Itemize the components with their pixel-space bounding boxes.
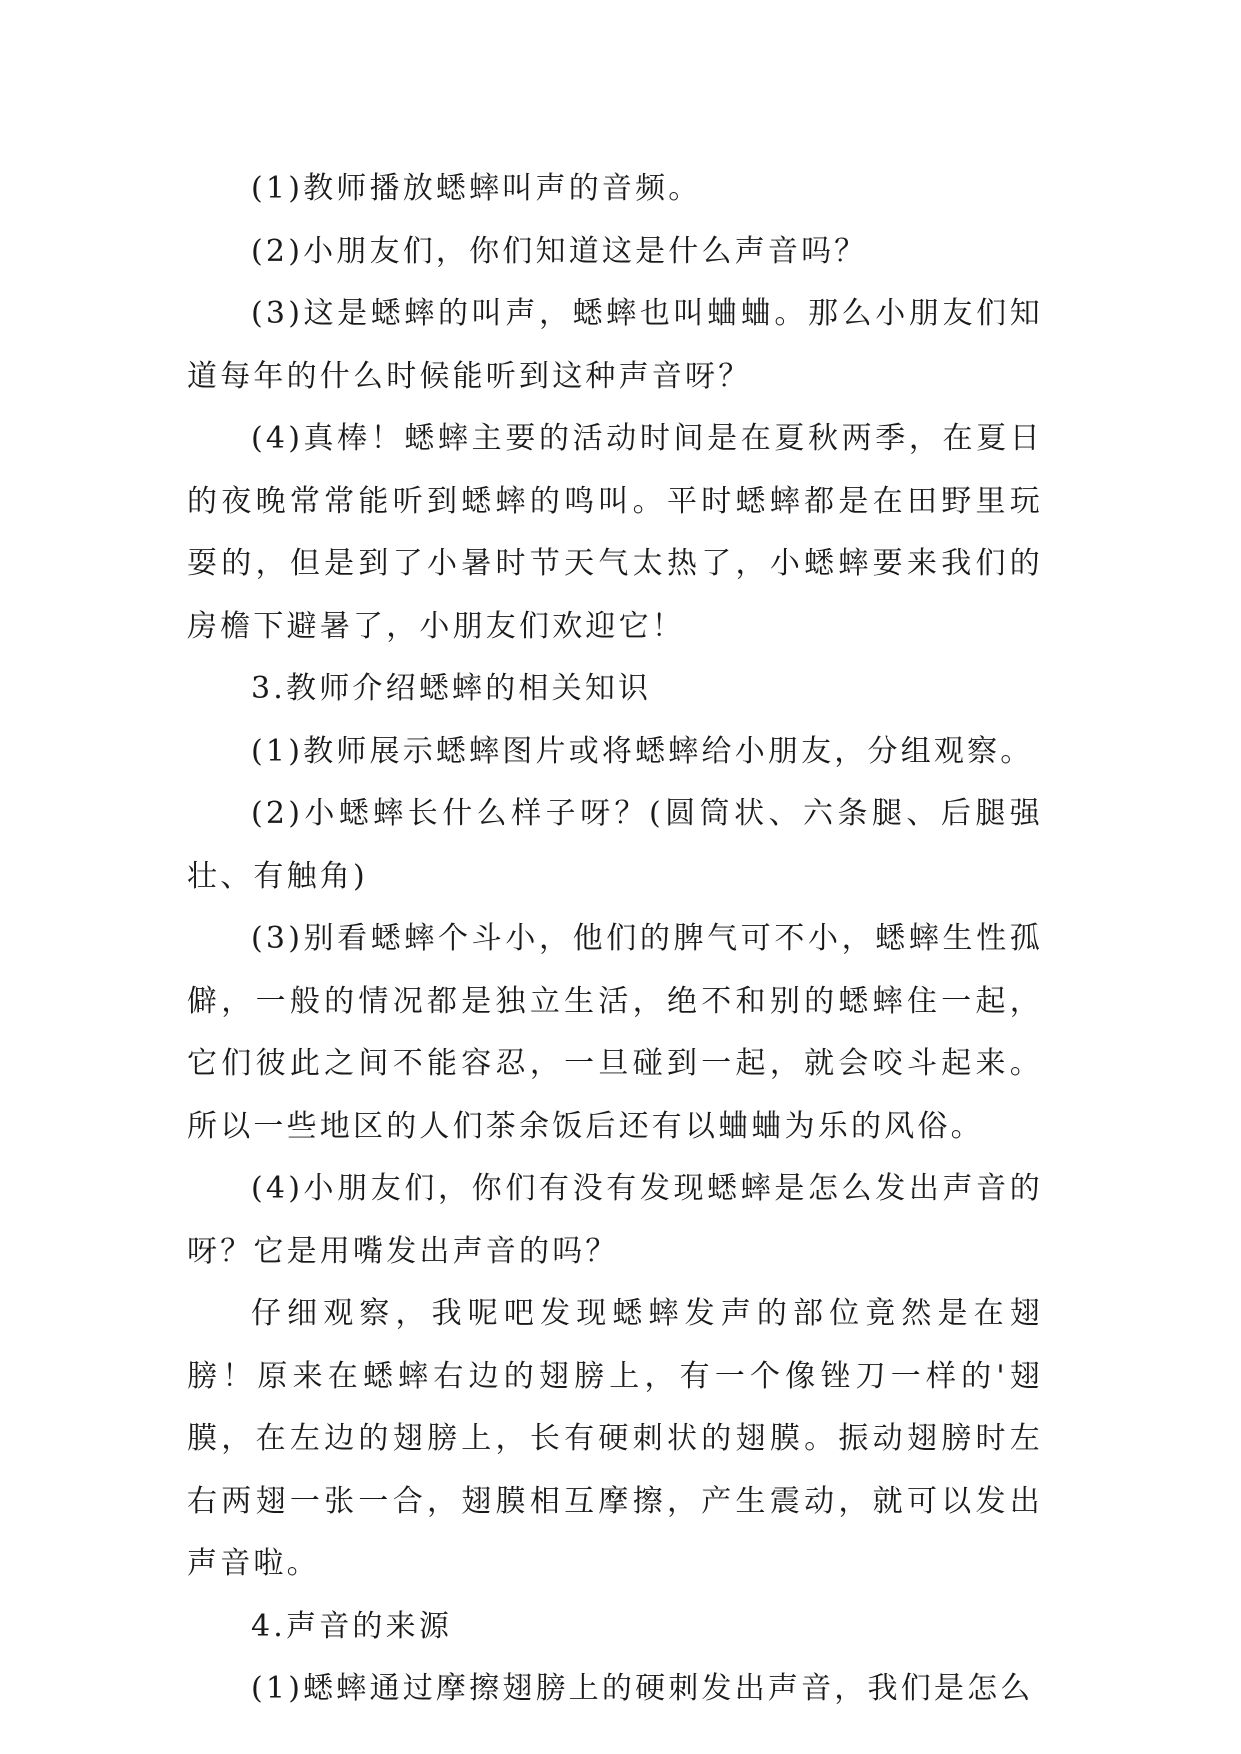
paragraph-4: (4)真棒！蟋蟀主要的活动时间是在夏秋两季，在夏日的夜晚常常能听到蟋蟀的鸣叫。平时蟋蟀都是在田野里玩耍的，但是到了小暑时节天气太热了，小蟋蟀要来我们的房檐下避暑了，小朋友们欢迎它！ [187, 421, 1043, 644]
paragraph-1: (1)教师播放蟋蟀叫声的音频。 [251, 171, 702, 206]
paragraph-8: (4)小朋友们，你们有没有发现蟋蟀是怎么发出声音的呀？它是用嘴发出声音的吗？ [187, 1171, 1043, 1269]
paragraph-9: 仔细观察，我呢吧发现蟋蟀发声的部位竟然是在翅膀！原来在蟋蟀右边的翅膀上，有一个像锉刀一样的'翅膜，在左边的翅膀上，长有硬刺状的翅膜。振动翅膀时左右两翅一张一合，翅膜相互摩擦，产生震动，就可以发出声音啦。 [187, 1296, 1043, 1581]
paragraph-2: (2)小朋友们，你们知道这是什么声音吗？ [251, 233, 868, 269]
section-heading-3: 3.教师介绍蟋蟀的相关知识 [251, 671, 652, 706]
section-heading-4: 4.声音的来源 [251, 1608, 453, 1644]
paragraph-5: (1)教师展示蟋蟀图片或将蟋蟀给小朋友，分组观察。 [251, 733, 1034, 769]
document-body [187, 158, 1043, 1721]
paragraph-10: (1)蟋蟀通过摩擦翅膀上的硬刺发出声音，我们是怎么 [251, 1671, 1034, 1706]
paragraph-6: (2)小蟋蟀长什么样子呀？(圆筒状、六条腿、后腿强壮、有触角) [187, 796, 1043, 894]
paragraph-3: (3)这是蟋蟀的叫声，蟋蟀也叫蛐蛐。那么小朋友们知道每年的什么时候能听到这种声音呀？ [187, 296, 1043, 394]
paragraph-7: (3)别看蟋蟀个斗小，他们的脾气可不小，蟋蟀生性孤僻，一般的情况都是独立生活，绝不和别的蟋蟀住一起，它们彼此之间不能容忍，一旦碰到一起，就会咬斗起来。所以一些地区的人们茶余饭后还有以蛐蛐为乐的风俗。 [187, 921, 1043, 1144]
